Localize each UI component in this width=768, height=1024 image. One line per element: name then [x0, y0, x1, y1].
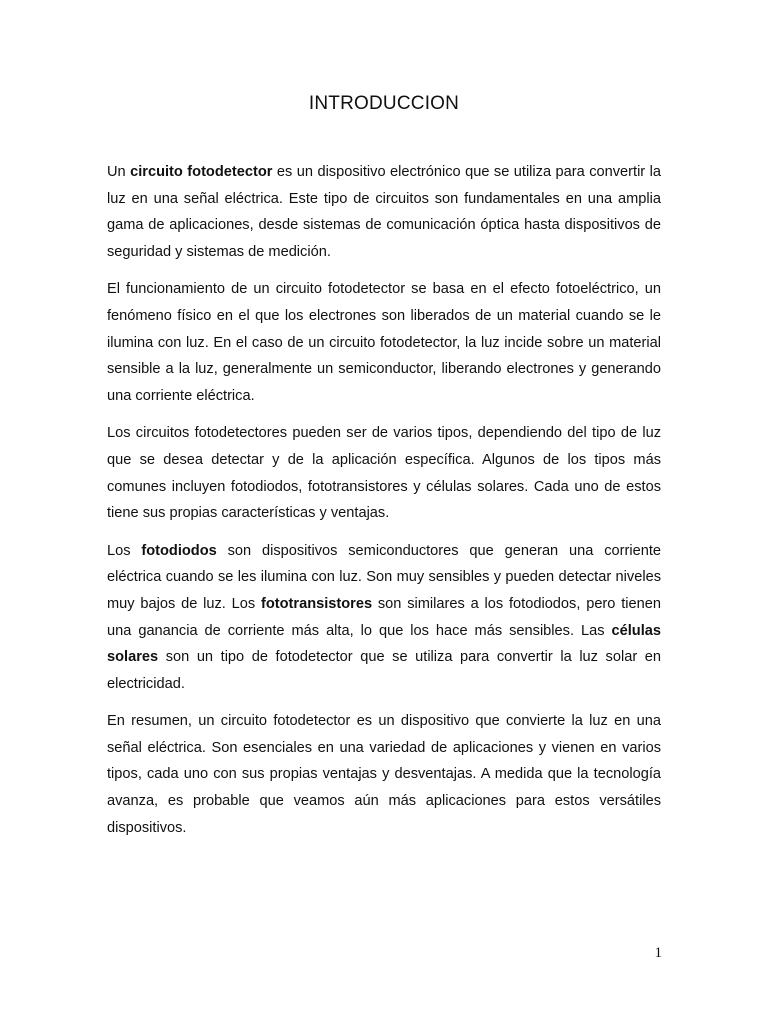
bold-term: circuito fotodetector	[130, 164, 273, 180]
paragraph-1	[107, 159, 661, 265]
page-number: 1	[654, 945, 662, 961]
text-run: Un	[107, 164, 131, 180]
paragraph-5	[107, 708, 661, 841]
text-run: Los	[107, 542, 142, 559]
page-title: INTRODUCCION	[308, 93, 460, 114]
text-run: Los circuitos fotodetectores pueden ser de varios tipos, dependiendo del tipo de luz que se desea detectar y de la aplicación específica. Algunos de los tipos más comunes incluyen fotodiodos, fototransistores y células solares. Cada uno de estos tiene sus propias características y ventajas.	[107, 425, 661, 522]
text-run: En resumen, un circuito fotodetector es un dispositivo que convierte la luz en una señal eléctrica. Son esenciales en una variedad de aplicaciones y vienen en varios tipos, cada uno con sus propias ventajas y desventajas. A medida que la tecnología avanza, es probable que veamos aún más aplicaciones para estos versátiles dispositivos.	[107, 713, 661, 836]
bold-term: fototransistores	[260, 595, 373, 612]
paragraph-4	[107, 538, 661, 698]
text-run: El funcionamiento de un circuito fotodetector se basa en el efecto fotoeléctrico, un fenómeno físico en el que los electrones son liberados de un material cuando se le ilumina con luz. En el caso de un circuito fotodetector, la luz incide sobre un material sensible a la luz, generalmente un semiconductor, liberando electrones y generando una corriente eléctrica.	[107, 281, 661, 404]
text-run: son similares a los fotodiodos, pero tienen una ganancia de corriente más alta, lo que los hace más sensibles. Las	[107, 595, 661, 639]
text-run: es un dispositivo electrónico que se utiliza para convertir la luz en una señal eléctrica. Este tipo de circuitos son fundamentales en una amplia gama de aplicaciones, desde sistemas de comunicación óptica hasta dispositivos de seguridad y sistemas de medición.	[107, 164, 661, 260]
text-run: son un tipo de fotodetector que se utiliza para convertir la luz solar en electricidad.	[107, 649, 661, 692]
paragraph-2	[107, 276, 661, 409]
document-body	[107, 159, 661, 852]
bold-term: fotodiodos	[141, 542, 217, 559]
paragraph-3	[107, 420, 661, 526]
text-run: son dispositivos semiconductores que generan una corriente eléctrica cuando se les ilumina con luz. Son muy sensibles y pueden detectar niveles muy bajos de luz. Los	[107, 542, 661, 612]
bold-term: células solares	[107, 622, 661, 666]
